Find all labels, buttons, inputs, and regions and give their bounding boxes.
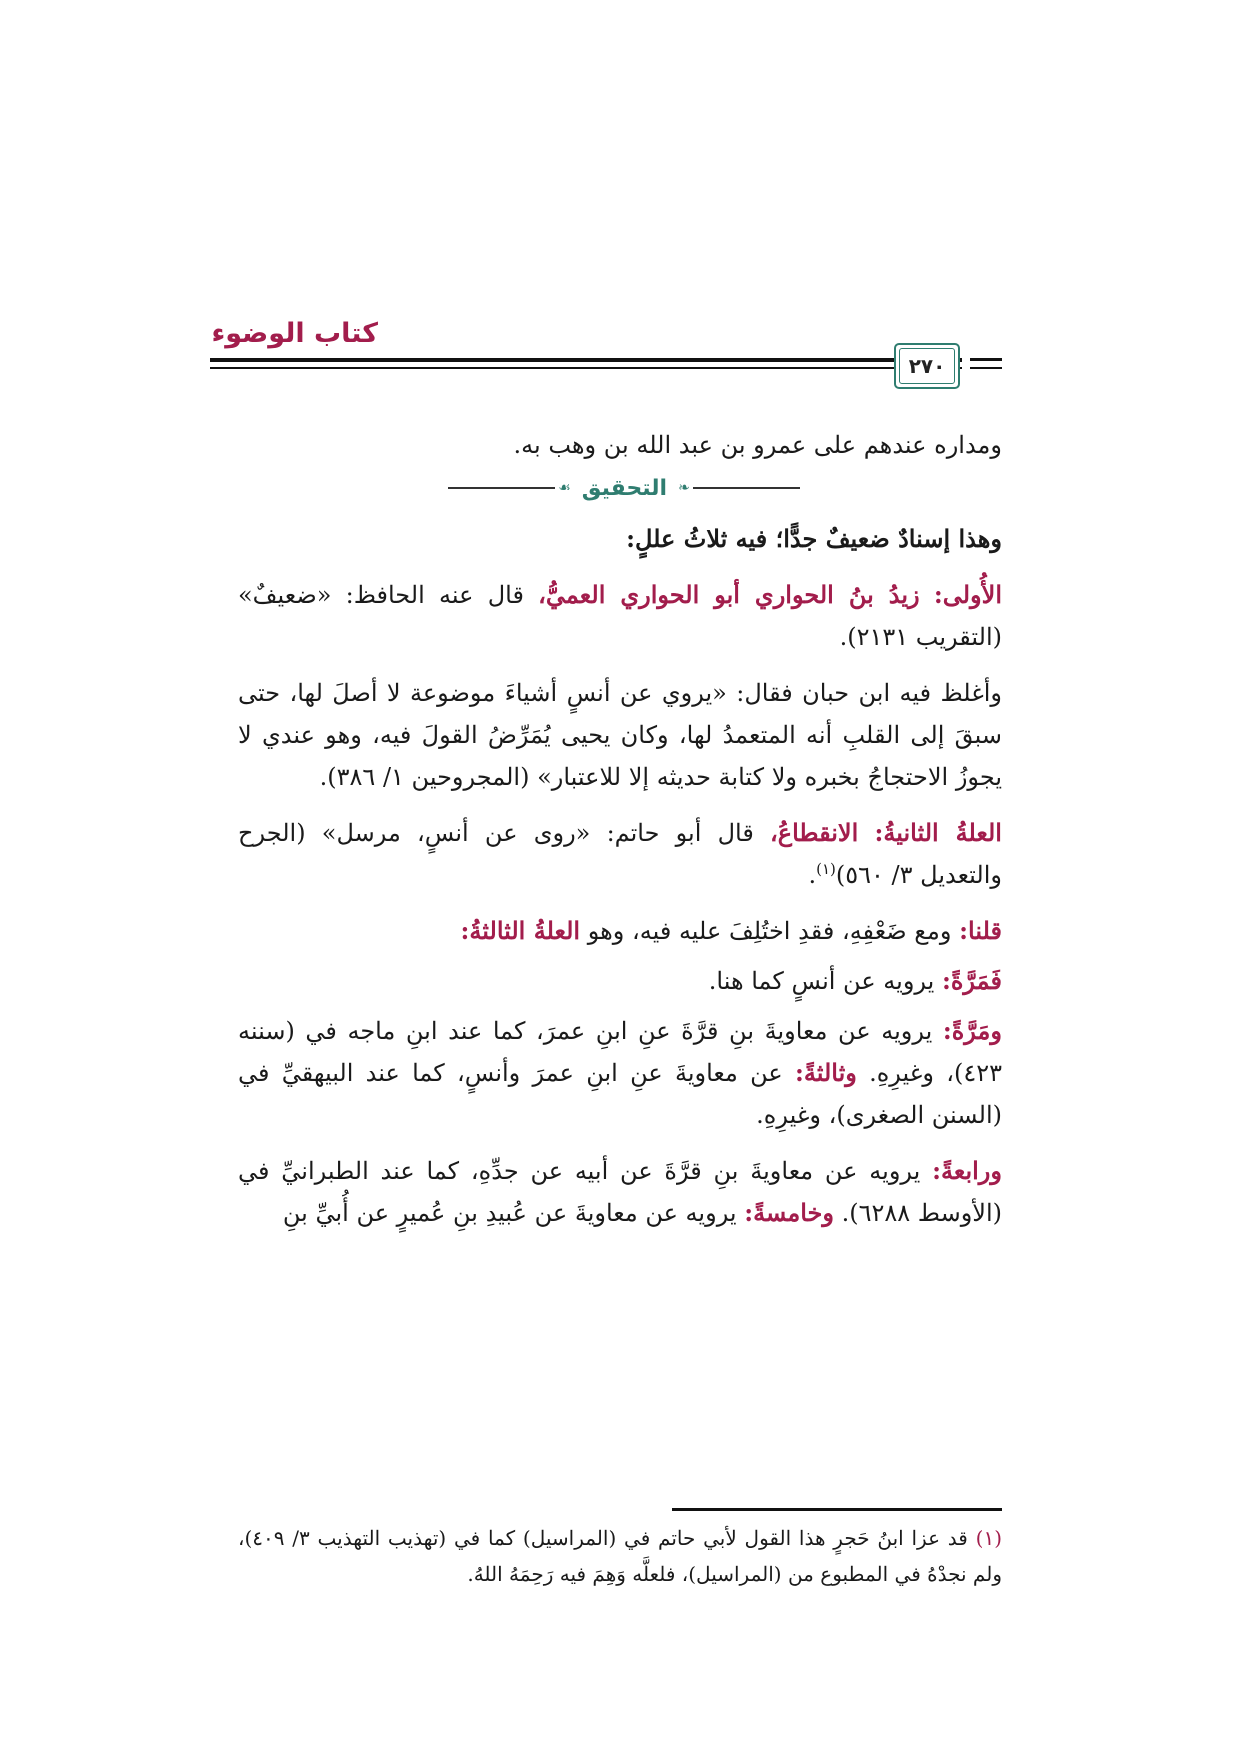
paragraph-8-text-2: يرويه عن معاويةَ عن عُبيدِ بنِ عُميرٍ عن أُبيِّ بنِ <box>282 1199 737 1227</box>
book-title: كتاب الوضوء <box>211 318 378 349</box>
paragraph-4-end: . <box>808 861 817 889</box>
paragraph-2 <box>238 574 1002 658</box>
footnote-1 <box>238 1520 1002 1592</box>
header-rule-thin <box>210 367 962 369</box>
main-text <box>238 518 1002 1234</box>
section-divider <box>448 473 800 503</box>
second-defect-name: الانقطاعُ، <box>770 818 859 847</box>
page-number-frame <box>894 343 960 389</box>
header-rule-right-top <box>970 358 1002 361</box>
divider-line-left <box>448 487 555 489</box>
header-rule-right-bottom <box>970 367 1002 369</box>
paragraph-6 <box>238 960 1002 1002</box>
our-statement-label: قلنا: <box>959 916 1002 945</box>
footnote-text: قد عزا ابنُ حَجرٍ هذا القول لأبي حاتم في (المراسيل) كما في (تهذيب التهذيب ٣/ ٤٠٩)، ولم نجدْهُ في المطبوع من (المراسيل)، فلعلَّه وَهِمَ فيه رَحِمَهُ اللهُ. <box>238 1526 1002 1586</box>
divider-line-right <box>693 487 800 489</box>
second-time-label: ومَرَّةً: <box>942 1016 1002 1045</box>
paragraph-7-text-2: عن معاويةَ عنِ ابنِ عمرَ وأنسٍ، كما عند البيهقيِّ في (السنن الصغرى)، وغيرِهِ. <box>238 1059 1002 1129</box>
footnotes <box>238 1520 1002 1592</box>
intro-line: ومداره عندهم على عمرو بن عبد الله بن وهب به. <box>513 431 1002 459</box>
second-defect-label: العلةُ الثانيةُ: <box>874 818 1002 847</box>
paragraph-7 <box>238 1010 1002 1136</box>
paragraph-2-text: قال عنه الحافظ: «ضعيفٌ» (التقريب ٢١٣١). <box>238 581 1002 651</box>
paragraph-3: وأغلظ فيه ابن حبان فقال: «يروي عن أنسٍ أشياءَ موضوعة لا أصلَ لها، حتى سبقَ إلى القلبِ أنه المتعمدُ لها، وكان يحيى يُمَرِّضُ القولَ فيه، وهو عندي لا يجوزُ الاحتجاجُ بخبره ولا كتابة حديثه إلا للاعتبار» (المجروحين ١/ ٣٨٦). <box>238 679 1002 791</box>
ornament-icon: ☙ <box>558 480 571 496</box>
fifth-time-label: وخامسةً: <box>744 1198 834 1227</box>
ornament-icon: ❧ <box>678 480 690 496</box>
paragraph-8 <box>238 1150 1002 1234</box>
footnote-separator <box>672 1508 1002 1511</box>
paragraph-7-text: يرويه عن معاويةَ بنِ قرَّةَ عنِ ابنِ عمرَ، كما عند ابنِ ماجه في (سننه ٤٢٣)، وغيرِهِ. <box>238 1017 1002 1087</box>
paragraph-5 <box>238 910 1002 952</box>
third-time-label: وثالثةً: <box>794 1058 857 1087</box>
header-rule-thick <box>210 358 962 362</box>
paragraph-4 <box>238 812 1002 896</box>
first-defect-label: الأُولى: <box>933 580 1002 609</box>
footnote-reference: (١) <box>816 860 836 878</box>
narrator-name: زيدُ بنُ الحواري أبو الحواري العميُّ، <box>538 580 920 609</box>
paragraph-1: وهذا إسنادٌ ضعيفٌ جدًّا؛ فيه ثلاثُ عللٍ: <box>626 524 1002 553</box>
third-defect-label: العلةُ الثالثةُ: <box>460 916 581 945</box>
page-number: ٢٧٠ <box>899 348 955 384</box>
paragraph-5-text: ومع ضَعْفِهِ، فقدِ اختُلِفَ عليه فيه، وهو <box>580 917 952 945</box>
fourth-time-label: ورابعةً: <box>932 1156 1002 1185</box>
paragraph-8-text: يرويه عن معاويةَ بنِ قرَّةَ عن أبيه عن جدِّهِ، كما عند الطبرانيِّ في (الأوسط ٦٢٨٨). <box>238 1157 1002 1227</box>
intro-block <box>238 424 1002 466</box>
paragraph-4-text: قال أبو حاتم: «روى عن أنسٍ، مرسل» (الجرح والتعديل ٣/ ٥٦٠) <box>238 819 1002 889</box>
paragraph-6-text: يرويه عن أنسٍ كما هنا. <box>708 967 935 995</box>
once-label: فَمَرَّةً: <box>941 966 1002 995</box>
section-heading: التحقيق <box>581 475 668 501</box>
footnote-number: (١) <box>975 1526 1003 1550</box>
